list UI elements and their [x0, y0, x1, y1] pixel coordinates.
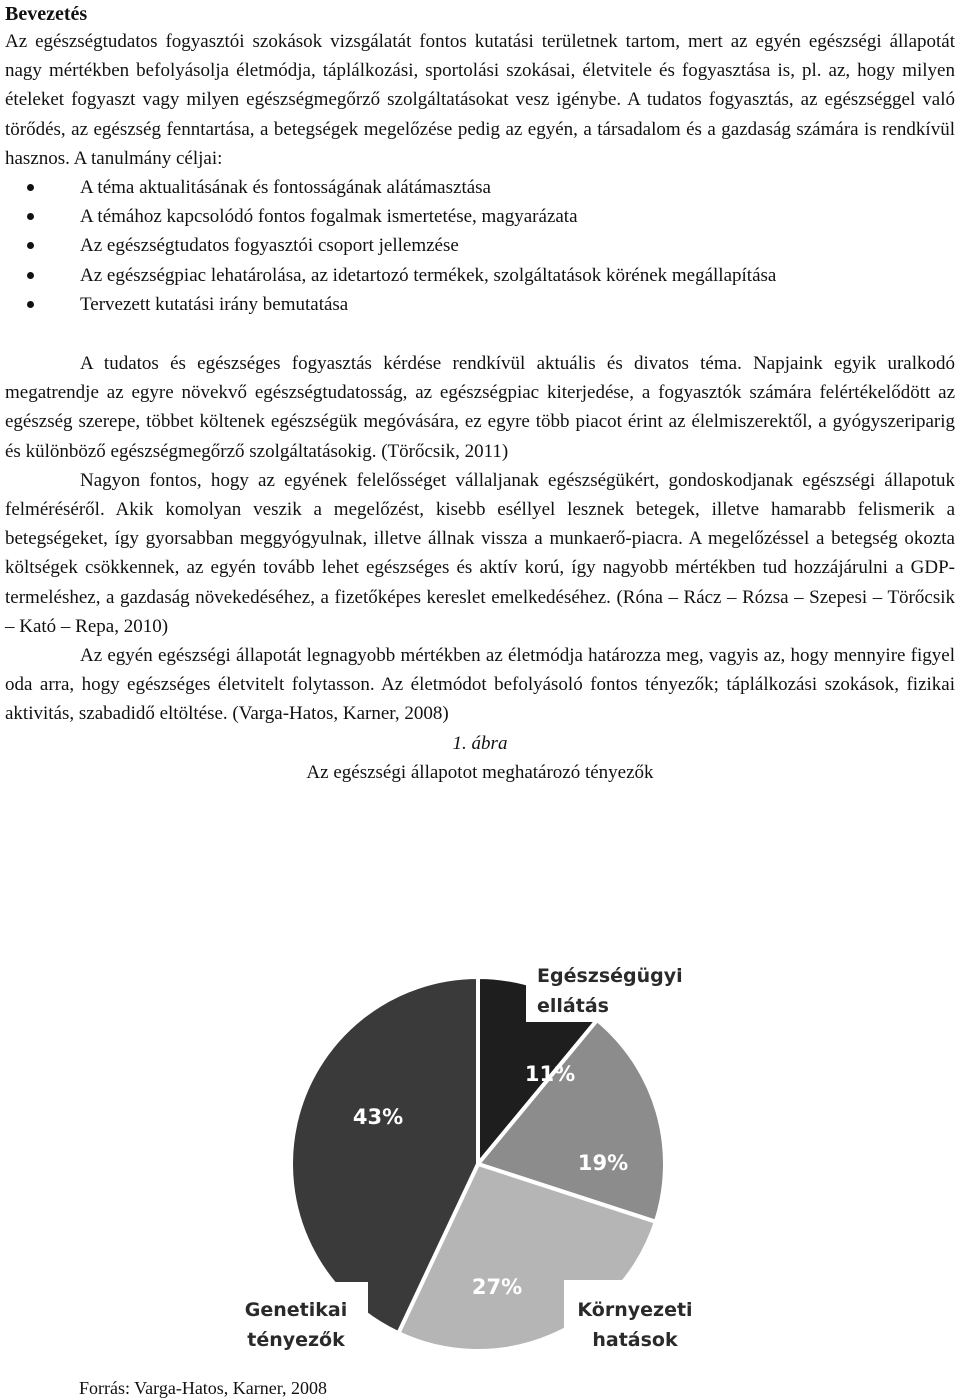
- goal-item: [5, 261, 955, 290]
- goal-item: [5, 231, 955, 260]
- bullet-icon: [27, 301, 34, 308]
- intro-paragraph: Az egészségtudatos fogyasztói szokások vizsgálatát fontos kutatási területnek tartom, mert az egyén egészségi állapotát nagy mértékben befolyásolja életmódja, táplálkozási, sportolási szokásai, életvitele és fogyasztása is, pl. az, hogy milyen ételeket fogyaszt vagy milyen egészségmegőrző szolgáltatásokat vesz igénybe. A tudatos fogyasztás, az egészséggel való törődés, az egészség fenntartása, a betegségek megelőzése pedig az egyén, a társadalom és a gazdaság számára is rendkívül hasznos. A tanulmány céljai:: [5, 31, 955, 169]
- slice-category-label: Egészségügyi: [537, 965, 683, 987]
- pie-chart-figure: [214, 954, 734, 1374]
- bullet-icon: [27, 213, 34, 220]
- goal-item: [5, 290, 955, 319]
- document-page: [5, 0, 955, 787]
- section-heading: Bevezetés: [5, 3, 88, 25]
- slice-value-label: 27%: [471, 1275, 523, 1299]
- body-paragraph: Az egyén egészségi állapotát legnagyobb mértékben az életmódja határozza meg, vagyis az, hogy mennyire figyel oda arra, hogy egészséges életvitelt folytasson. Az életmódot befolyásoló fontos tényezők; táplálkozási szokások, fizikai aktivitás, szabadidő eltöltése. (Varga-Hatos, Karner, 2008): [5, 645, 955, 725]
- bullet-icon: [27, 184, 34, 191]
- figure-title: Az egészségi állapotot meghatározó tényezők: [306, 761, 654, 783]
- bullet-icon: [27, 272, 34, 279]
- spacer: [5, 319, 955, 349]
- slice-category-label: Életmód: [278, 999, 366, 1021]
- figure-source: Forrás: Varga-Hatos, Karner, 2008: [79, 1378, 328, 1398]
- slice-category-label: Genetikai: [244, 1299, 348, 1321]
- goal-text: A téma aktualitásának és fontosságának alátámasztása: [80, 177, 491, 199]
- slice-category-label: tényezők: [247, 1329, 345, 1351]
- goal-item: [5, 173, 955, 202]
- goals-list: [5, 173, 955, 319]
- goal-text: Tervezett kutatási irány bemutatása: [80, 293, 349, 315]
- slice-value-label: 11%: [524, 1062, 576, 1086]
- figure-number: 1. ábra: [452, 732, 508, 754]
- goal-text: A témához kapcsolódó fontos fogalmak ismertetése, magyarázata: [80, 206, 578, 228]
- goal-text: Az egészségpiac lehatárolása, az idetartozó termékek, szolgáltatások körének megállapítása: [80, 264, 777, 286]
- bullet-icon: [27, 242, 34, 249]
- slice-category-label: hatások: [592, 1329, 678, 1351]
- slice-value-label: 19%: [577, 1151, 629, 1175]
- goal-item: [5, 202, 955, 231]
- body-paragraph: A tudatos és egészséges fogyasztás kérdése rendkívül aktuális és divatos téma. Napjaink egyik uralkodó megatrendje az egyre növekvő egészségtudatosság, az egészségpiac kiterjedése, a fogyasztók számára felértékelődött az egészség szerepe, többet költenek egészségük megóvására, ez egyre több piacot érint az élelmiszerektől, a gyógyszeriparig és különböző egészségmegőrző szolgáltatásokig. (Törőcsik, 2011): [5, 353, 955, 462]
- goal-text: Az egészségtudatos fogyasztói csoport jellemzése: [80, 235, 459, 257]
- slice-category-label: ellátás: [537, 995, 609, 1017]
- body-paragraph: Nagyon fontos, hogy az egyének felelősséget vállaljanak egészségükért, gondoskodjanak egészségi állapotuk felméréséről. Akik komolyan veszik a megelőzést, kisebb eséllyel lesznek betegek, illetve hamarabb felismerik a betegségeket, így gyorsabban meggyógyulnak, illetve állnak vissza a munkaerő-piacra. A megelőzéssel a betegség okozta költségek csökkennek, az egyén tovább lehet egészséges és aktív korú, így nagyobb mértékben tud hozzájárulni a GDP-termeléshez, a gazdaság növekedéséhez, a fizetőképes kereslet emelkedéséhez. (Róna – Rácz – Rózsa – Szepesi – Törőcsik – Kató – Repa, 2010): [5, 469, 955, 637]
- slice-value-label: 43%: [352, 1105, 404, 1129]
- slice-category-label: Környezeti: [577, 1299, 693, 1321]
- pie-chart: [214, 954, 734, 1374]
